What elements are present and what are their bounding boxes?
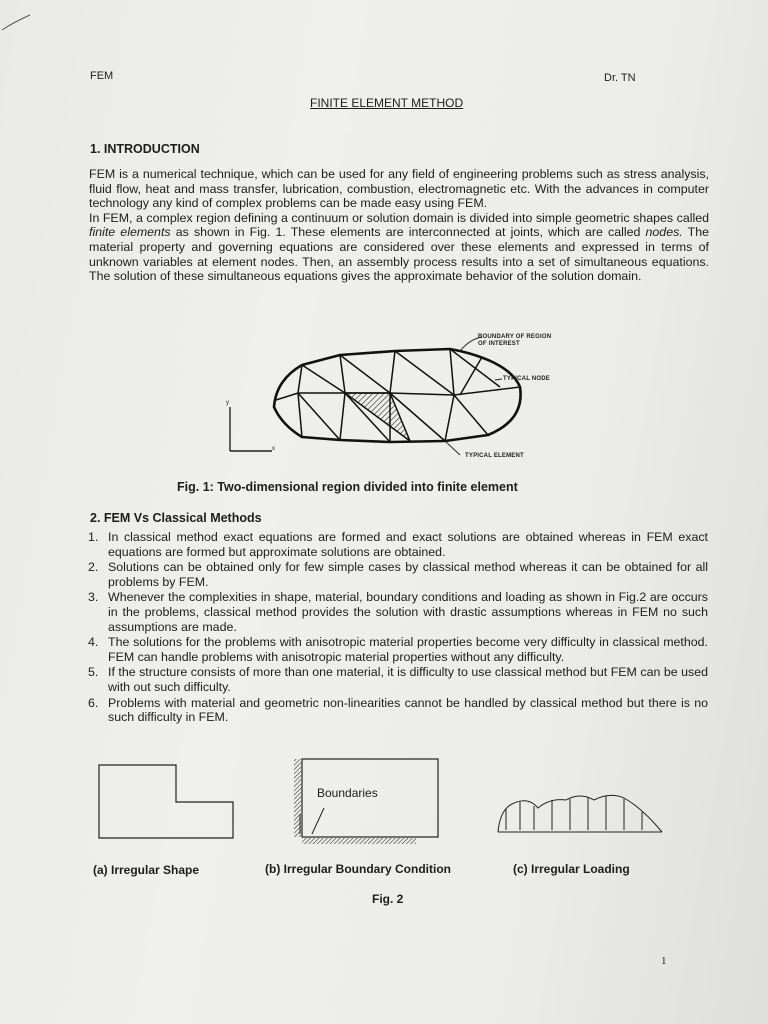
figure-2a-irregular-shape	[96, 762, 238, 842]
label-of-interest: OF INTEREST	[478, 341, 520, 347]
page-title: FINITE ELEMENT METHOD	[310, 96, 464, 110]
figure-2c-irregular-loading	[494, 790, 664, 836]
caption-irregular-loading: (c) Irregular Loading	[513, 862, 630, 876]
caption-irregular-shape: (a) Irregular Shape	[93, 863, 200, 877]
header-left: FEM	[90, 70, 114, 82]
figure-1-caption: Fig. 1: Two-dimensional region divided into finite element	[177, 480, 518, 494]
axis-y-label: y	[226, 400, 229, 406]
label-boundary-region: BOUNDARY OF REGION	[478, 334, 552, 340]
figure-2b-boundary-condition	[288, 754, 444, 846]
list-item: 5. If the structure consists of more than one material, it is difficulty to use classical method but FEM can be used with out such difficulty.	[88, 665, 708, 694]
pencil-mark	[0, 0, 40, 40]
section-heading-fem-vs-classical: 2. FEM Vs Classical Methods	[90, 511, 262, 525]
label-typical-node: TYPICAL NODE	[503, 376, 550, 382]
page-number: 1	[661, 955, 667, 967]
list-item: 1. In classical method exact equations are formed and exact solutions are obtained whereas in FEM exact equations are formed but approximate solutions are obtained.	[88, 530, 708, 559]
section-heading-introduction: 1. INTRODUCTION	[90, 142, 200, 156]
comparison-list	[88, 530, 708, 726]
intro-paragraph-1: FEM is a numerical technique, which can be used for any field of engineering problems such as stress analysis, fluid flow, heat and mass transfer, lubrication, combustion, electromagnetic etc. With the advances in computer technology any kind of complex problems can be made easy using FEM.	[89, 167, 709, 211]
caption-irregular-boundary: (b) Irregular Boundary Condition	[265, 862, 451, 876]
figure-2-caption: Fig. 2	[372, 892, 404, 906]
boundaries-label: Boundaries	[317, 786, 378, 800]
intro-paragraph-2: In FEM, a complex region defining a continuum or solution domain is divided into simple geometric shapes called finite elements as shown in Fig. 1. These elements are interconnected at joints, which are called nodes. The material property and governing equations are considered over these elements and expressed in terms of unknown variables at element nodes. Then, an assembly process results into a set of simultaneous equations. The solution of these simultaneous equations gives the approximate behavior of the solution domain.	[89, 210, 709, 284]
axis-x-label: x	[272, 446, 275, 452]
list-item: 4. The solutions for the problems with anisotropic material properties become very difficulty in classical method. FEM can handle problems with anisotropic material properties without any difficulty.	[88, 635, 708, 664]
list-item: 6. Problems with material and geometric non-linearities cannot be handled by classical method but there is no such difficulty in FEM.	[88, 695, 708, 725]
list-item: 2. Solutions can be obtained only for few simple cases by classical method whereas it can be obtained for all problems by FEM.	[88, 560, 708, 589]
label-typical-element: TYPICAL ELEMENT	[465, 453, 524, 459]
header-right: Dr. TN	[604, 72, 636, 84]
intro-text	[89, 167, 709, 284]
list-item: 3. Whenever the complexities in shape, material, boundary conditions and loading as shown in Fig.2 are occurs in the problems, classical method provides the solution with drastic assumptions whereas in FEM no such assumptions are made.	[88, 590, 708, 634]
